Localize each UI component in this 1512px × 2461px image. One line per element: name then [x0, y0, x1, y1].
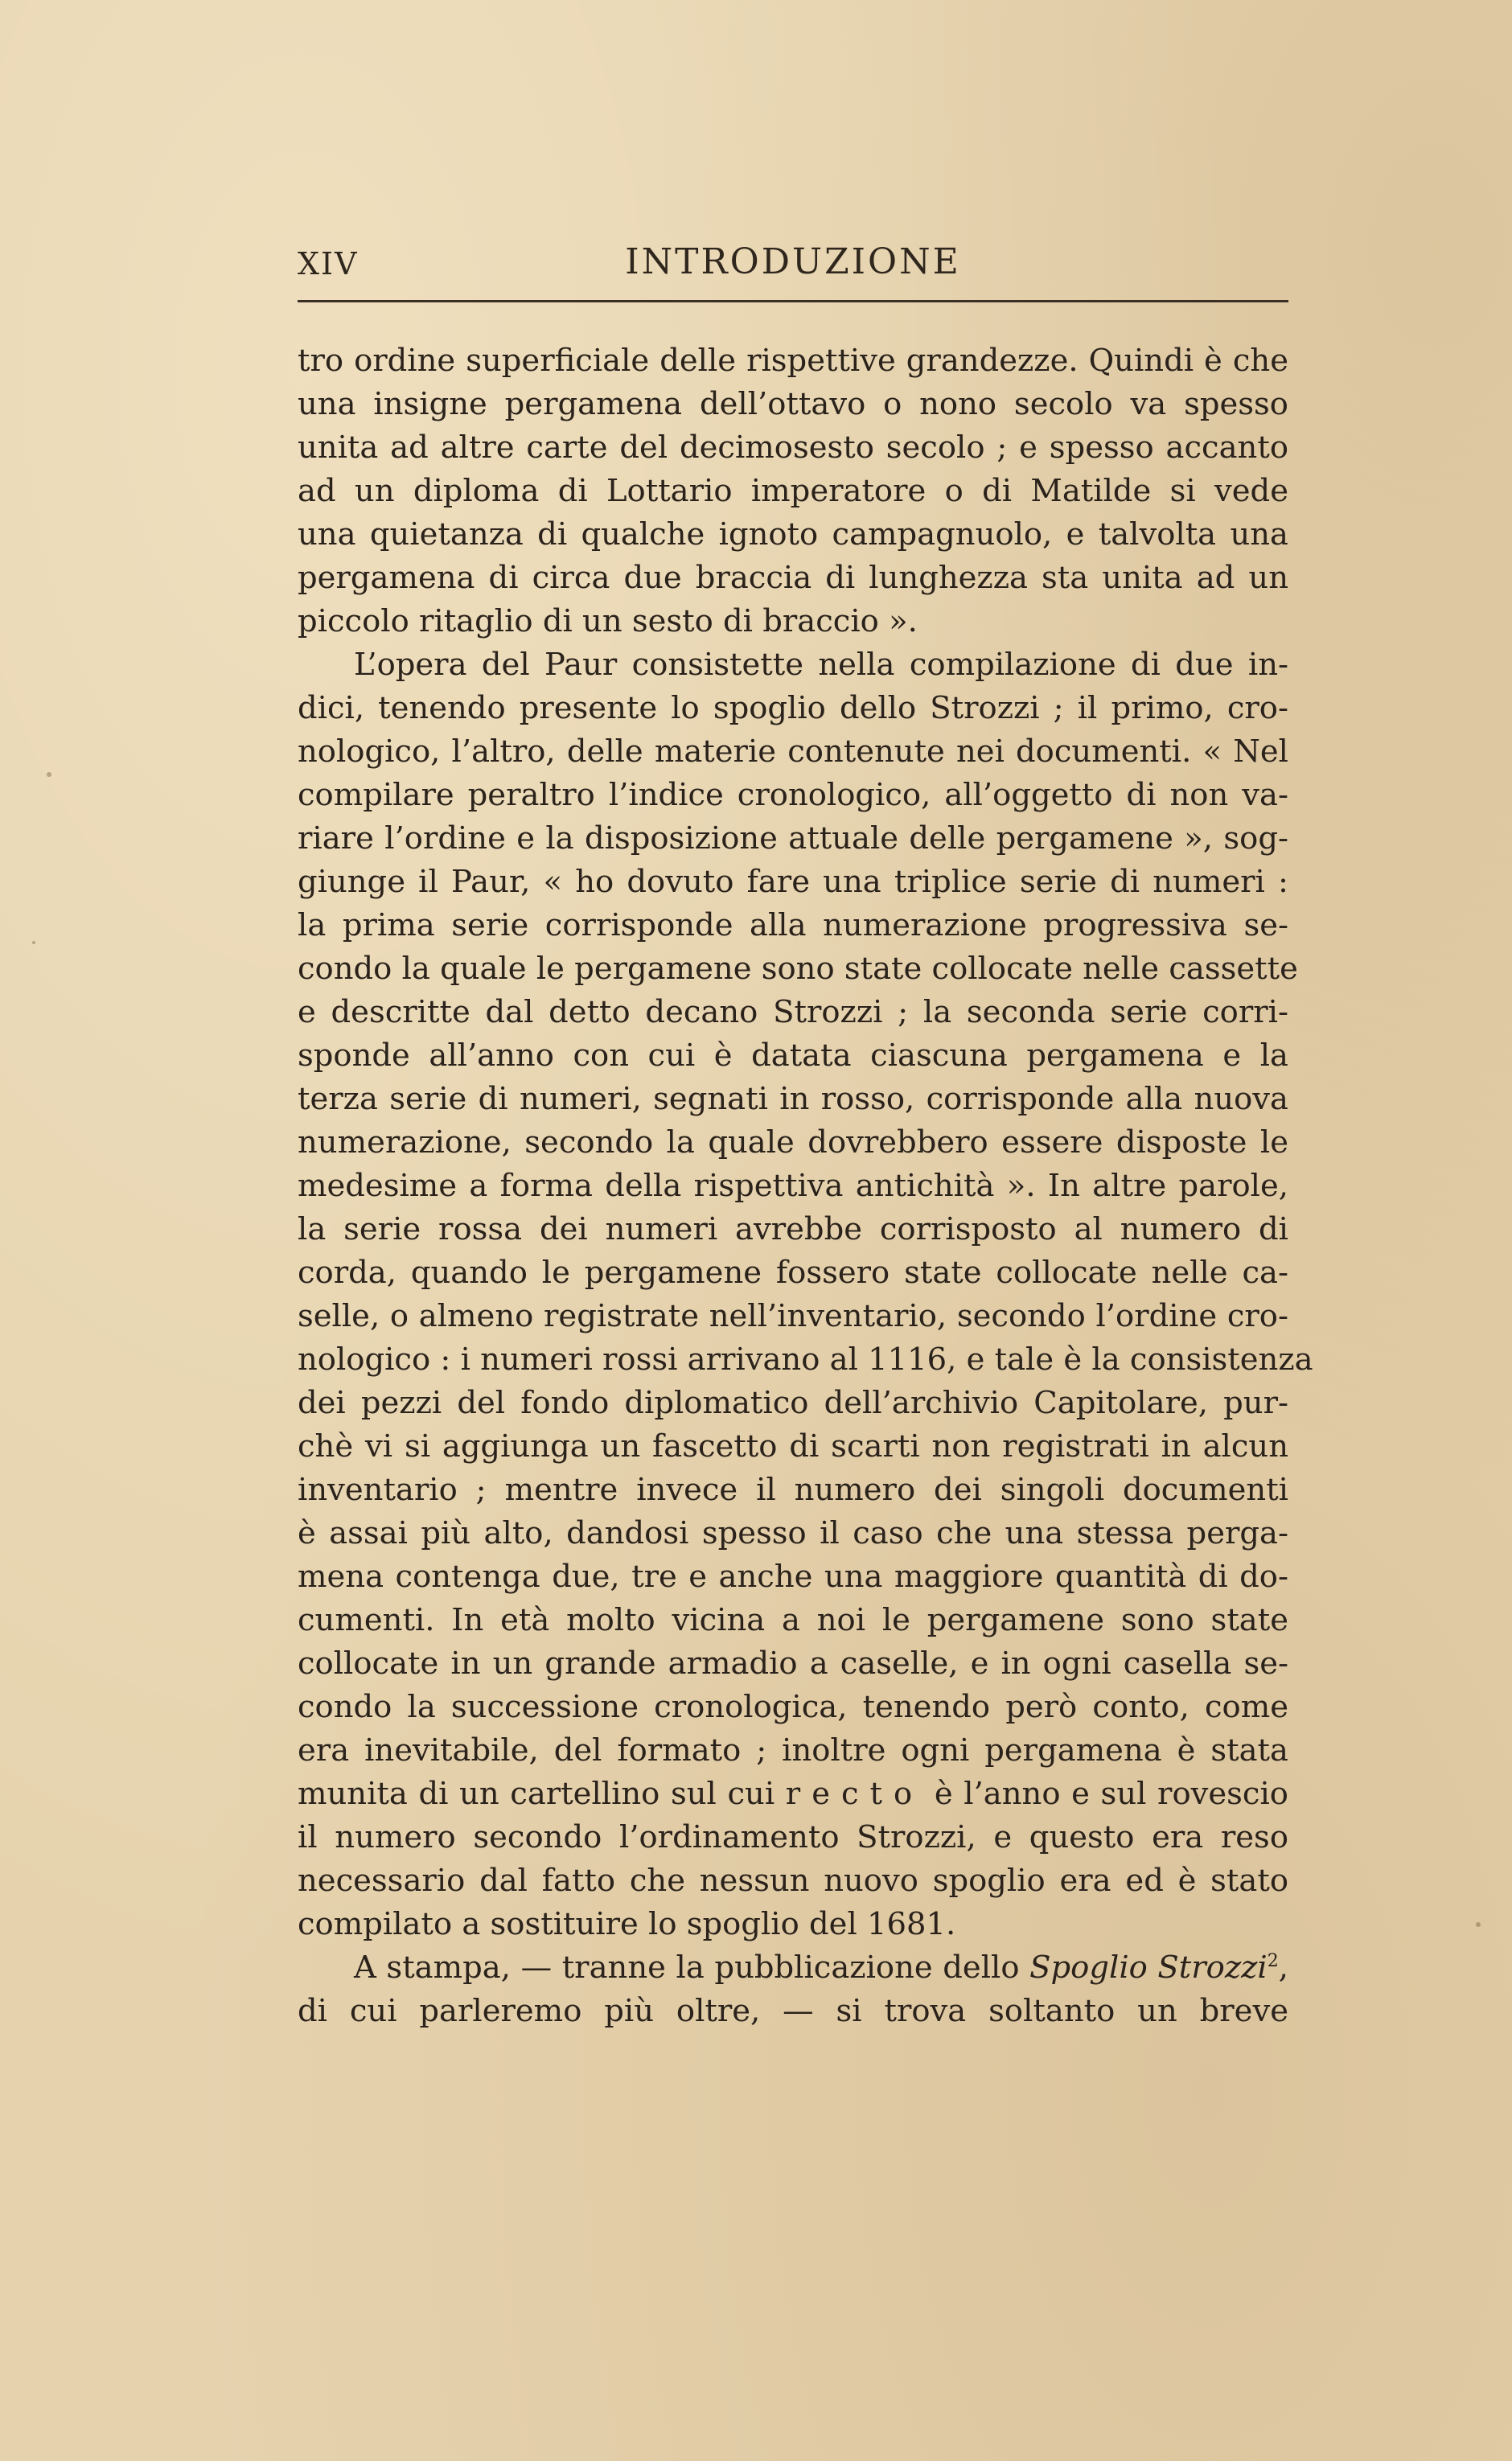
text-line: sponde all’anno con cui è datata ciascuna pergamena e la [298, 1037, 1288, 1074]
text-line: compilare peraltro l’indice cronologico, all’oggetto di non va- [298, 777, 1288, 813]
recto-line-end: è l’anno e sul rovescio [923, 1776, 1288, 1812]
footnote-marker: 2 [1267, 1951, 1279, 1972]
text-line: la serie rossa dei numeri avrebbe corrisposto al numero di [298, 1211, 1288, 1247]
text-line: e descritte dal detto decano Strozzi ; la seconda serie corri- [298, 994, 1288, 1030]
text-line: medesime a forma della rispettiva antichità ». In altre parole, [298, 1168, 1288, 1204]
text-line: giunge il Paur, « ho dovuto fare una triplice serie di numeri : [298, 864, 1288, 900]
text-line: unita ad altre carte del decimosesto secolo ; e spesso accanto [298, 429, 1288, 466]
page-number: XIV [298, 246, 359, 281]
text-line: piccolo ritaglio di un sesto di braccio ». [298, 603, 918, 639]
recto-spaced-word: recto [785, 1776, 924, 1812]
text-line: numerazione, secondo la quale dovrebbero essere disposte le [298, 1124, 1288, 1161]
italic-title: Spoglio Strozzi [1029, 1949, 1268, 1986]
text-line: dei pezzi del fondo diplomatico dell’archivio Capitolare, pur- [298, 1385, 1288, 1421]
text-line: condo la quale le pergamene sono state collocate nelle cassette [298, 951, 1298, 987]
text-line: condo la successione cronologica, tenendo però conto, come [298, 1689, 1288, 1725]
text-line: una quietanza di qualche ignoto campagnuolo, e talvolta una [298, 516, 1288, 553]
text-line: necessario dal fatto che nessun nuovo spoglio era ed è stato [298, 1863, 1288, 1899]
text-line: riare l’ordine e la disposizione attuale delle pergamene », sog- [298, 820, 1288, 857]
running-title: INTRODUZIONE [625, 241, 961, 282]
header-rule [298, 300, 1288, 302]
text-line: la prima serie corrisponde alla numerazione progressiva se- [298, 907, 1288, 943]
paper-speck [1476, 1922, 1481, 1927]
paragraph-start-line [298, 1946, 1288, 1990]
text-line: terza serie di numeri, segnati in rosso, corrisponde alla nuova [298, 1081, 1288, 1117]
text-line: ad un diploma di Lottario imperatore o di Matilde si vede [298, 473, 1288, 509]
text-line: compilato a sostituire lo spoglio del 1681. [298, 1906, 956, 1942]
text-line: di cui parleremo più oltre, — si trova soltanto un breve [298, 1993, 1288, 2029]
paper-speck [32, 941, 35, 944]
body-text [298, 339, 1313, 2033]
text-line: dici, tenendo presente lo spoglio dello Strozzi ; il primo, cro- [298, 690, 1288, 726]
text-line: cumenti. In età molto vicina a noi le pergamene sono state [298, 1602, 1288, 1638]
text-line: chè vi si aggiunga un fascetto di scarti non registrati in alcun [298, 1428, 1288, 1465]
stampa-line-end: , [1278, 1949, 1288, 1986]
text-line: nologico : i numeri rossi arrivano al 1116, e tale è la consistenza [298, 1341, 1313, 1378]
recto-line-start: munita di un cartellino sul cui [298, 1776, 786, 1812]
paper-speck [47, 772, 51, 777]
text-line: pergamena di circa due braccia di lunghezza sta unita ad un [298, 560, 1288, 596]
text-line: selle, o almeno registrate nell’inventario, secondo l’ordine cro- [298, 1298, 1288, 1334]
text-line: era inevitabile, del formato ; inoltre ogni pergamena è stata [298, 1732, 1288, 1769]
running-head [298, 241, 1288, 290]
text-line: è assai più alto, dandosi spesso il caso che una stessa perga- [298, 1515, 1288, 1551]
text-line: inventario ; mentre invece il numero dei singoli documenti [298, 1472, 1288, 1508]
paragraph-start-line: L’opera del Paur consistette nella compilazione di due in- [354, 647, 1288, 683]
text-line: tro ordine superficiale delle rispettive grandezze. Quindi è che [298, 343, 1288, 379]
stampa-line-start: A stampa, — tranne la pubblicazione dello [354, 1949, 1030, 1986]
text-line-recto [298, 1773, 1288, 1816]
text-line: corda, quando le pergamene fossero state collocate nelle ca- [298, 1255, 1288, 1291]
text-line: collocate in un grande armadio a caselle, e in ogni casella se- [298, 1645, 1288, 1682]
text-line: nologico, l’altro, delle materie contenute nei documenti. « Nel [298, 733, 1288, 770]
text-line: mena contenga due, tre e anche una maggiore quantità di do- [298, 1559, 1288, 1595]
text-line: una insigne pergamena dell’ottavo o nono secolo va spesso [298, 386, 1288, 422]
text-line: il numero secondo l’ordinamento Strozzi, e questo era reso [298, 1819, 1288, 1855]
